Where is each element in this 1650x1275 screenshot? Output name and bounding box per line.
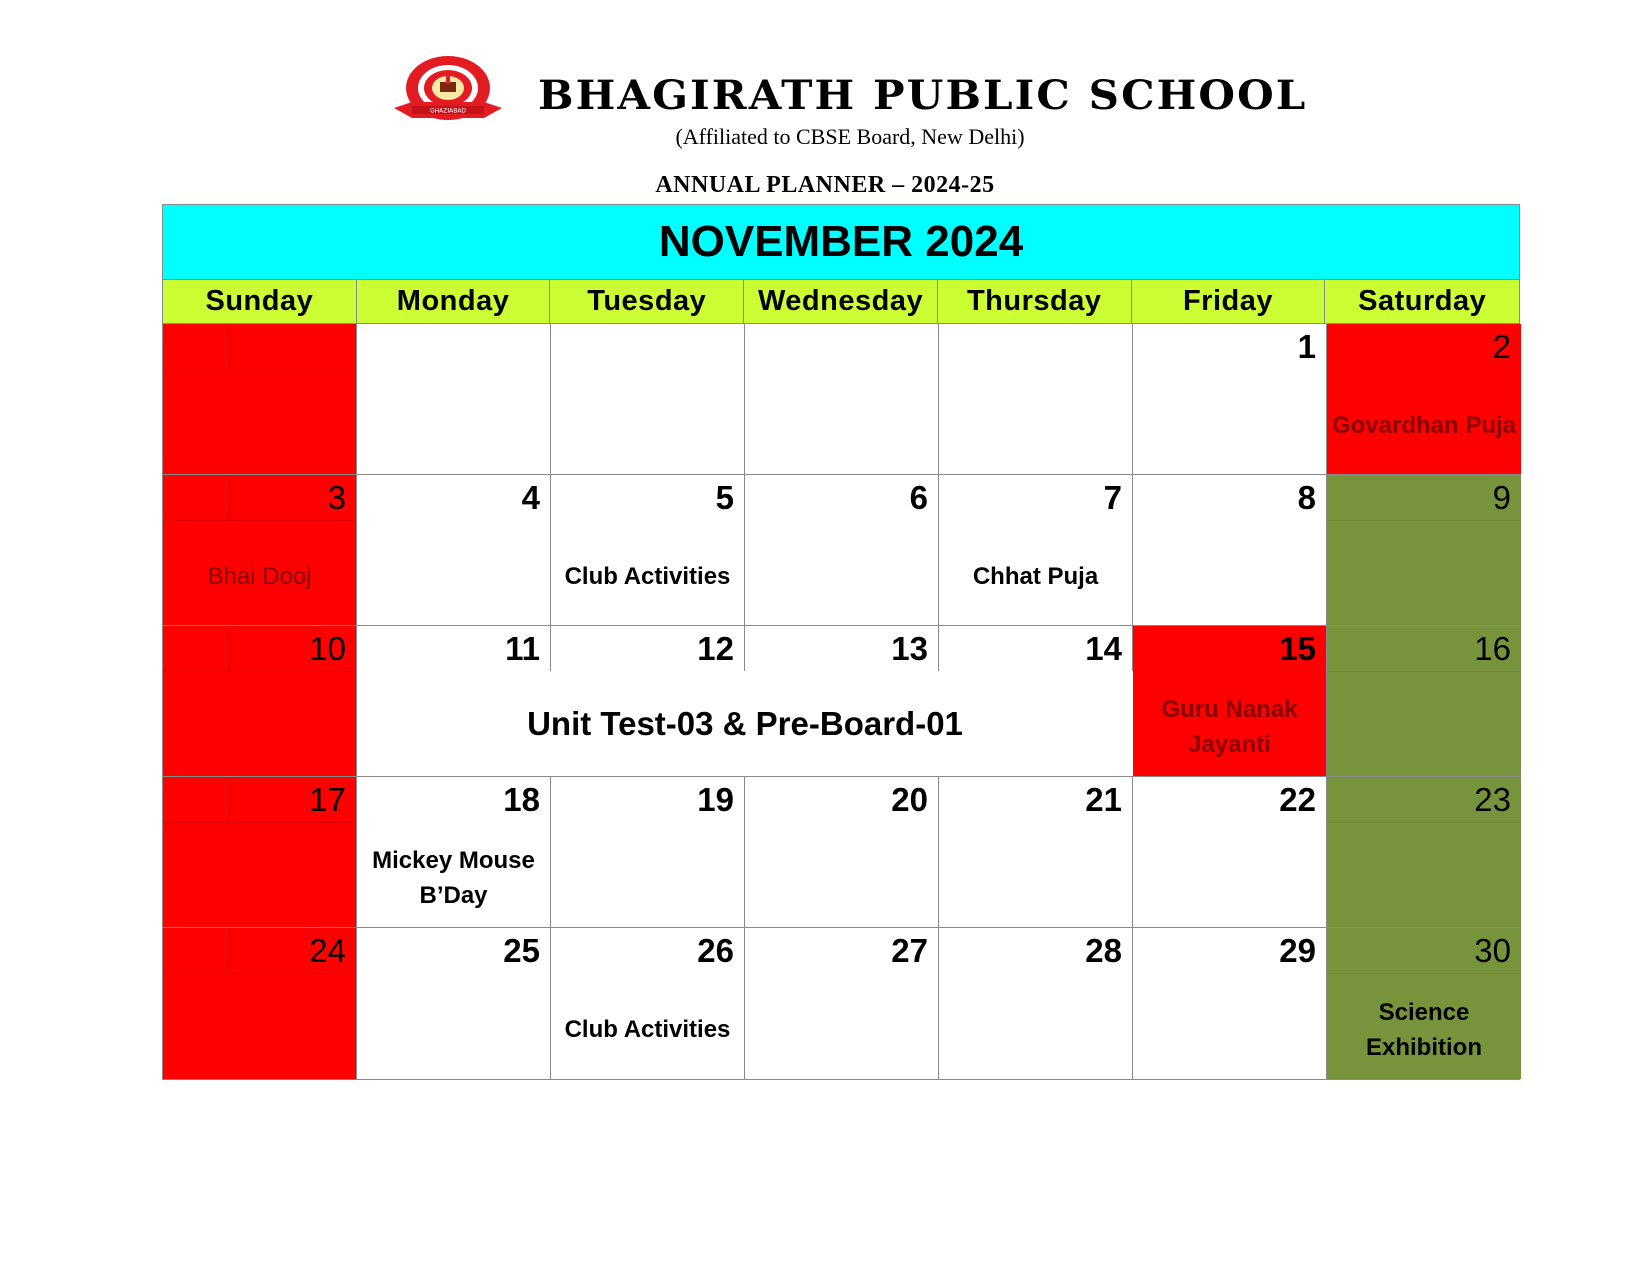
weekday-saturday: Saturday (1325, 280, 1519, 324)
day-cell (163, 324, 357, 475)
day-cell (163, 777, 357, 928)
cell-divider (1327, 973, 1520, 974)
cell-divider (228, 928, 229, 973)
day-cell (939, 475, 1133, 626)
day-cell (163, 626, 357, 777)
day-number: 1 (1297, 328, 1316, 365)
month-calendar (162, 204, 1520, 1080)
day-cell (1327, 928, 1521, 1079)
cell-divider (1327, 671, 1520, 672)
day-number: 13 (891, 630, 928, 667)
day-number: 5 (715, 479, 734, 516)
day-cell (939, 928, 1133, 1079)
day-number: 6 (909, 479, 928, 516)
day-cell (551, 475, 745, 626)
day-number: 2 (1492, 328, 1511, 365)
weekday-sunday: Sunday (163, 280, 357, 324)
cell-divider (228, 626, 229, 671)
event-label: Guru Nanak Jayanti (1161, 696, 1298, 758)
day-number: 22 (1279, 781, 1316, 818)
day-number: 8 (1297, 479, 1316, 516)
day-cell (357, 324, 551, 475)
day-cell (1133, 777, 1327, 928)
day-cell (1327, 324, 1521, 475)
day-cell (745, 777, 939, 928)
day-cell (163, 475, 357, 626)
weekday-header-row (163, 280, 1519, 324)
day-number: 28 (1085, 932, 1122, 969)
cell-divider (163, 973, 356, 974)
weekday-friday: Friday (1132, 280, 1326, 324)
day-cell (357, 928, 551, 1079)
day-cell (551, 777, 745, 928)
day-cell (745, 475, 939, 626)
weekday-tuesday: Tuesday (550, 280, 744, 324)
day-number: 27 (891, 932, 928, 969)
day-number: 23 (1474, 781, 1511, 818)
cell-divider (163, 671, 356, 672)
day-cell (551, 324, 745, 475)
day-cell (1133, 626, 1327, 777)
weekday-monday: Monday (357, 280, 551, 324)
day-cell (1133, 475, 1327, 626)
day-number: 12 (697, 630, 734, 667)
day-number: 24 (309, 932, 346, 969)
event-label: Govardhan Puja (1331, 411, 1517, 439)
day-number: 19 (697, 781, 734, 818)
event-label: Science Exhibition (1366, 998, 1482, 1061)
day-number: 15 (1279, 630, 1316, 667)
event-label: Mickey Mouse B’Day (372, 847, 535, 909)
event-label: Chhat Puja (972, 562, 1099, 590)
day-cell (1133, 928, 1327, 1079)
day-cell (745, 324, 939, 475)
day-number: 30 (1474, 932, 1511, 969)
day-number: 4 (521, 479, 540, 516)
affiliation-text: (Affiliated to CBSE Board, New Delhi) (675, 124, 1025, 149)
day-cell (357, 777, 551, 928)
day-number: 21 (1085, 781, 1122, 818)
day-number: 3 (327, 479, 346, 516)
day-number: 9 (1492, 479, 1511, 516)
cell-divider (163, 822, 356, 823)
cell-divider (1327, 822, 1520, 823)
day-cell (939, 777, 1133, 928)
weekday-thursday: Thursday (938, 280, 1132, 324)
day-number: 20 (891, 781, 928, 818)
day-cell (745, 928, 939, 1079)
event-label: Club Activities (564, 562, 731, 590)
cell-divider (163, 369, 356, 370)
planner-title: ANNUAL PLANNER – 2024-25 (655, 172, 995, 198)
cell-divider (228, 324, 229, 369)
school-logo (392, 52, 504, 128)
calendar-grid (163, 324, 1519, 1079)
day-number: 16 (1474, 630, 1511, 667)
day-number: 14 (1085, 630, 1122, 667)
cell-divider (1327, 520, 1520, 521)
day-number: 26 (697, 932, 734, 969)
event-label: Bhai Dooj (207, 562, 312, 590)
event-label: Club Activities (564, 1016, 731, 1043)
day-number: 18 (503, 781, 540, 818)
day-cell (1327, 777, 1521, 928)
exam-band: Unit Test-03 & Pre-Board-01 (357, 671, 1133, 777)
day-number: 11 (505, 630, 540, 667)
day-cell (1327, 475, 1521, 626)
day-cell (939, 324, 1133, 475)
month-title: NOVEMBER 2024 (163, 205, 1519, 280)
school-name: BHAGIRATH PUBLIC SCHOOL (538, 72, 1308, 119)
day-cell (1327, 626, 1521, 777)
day-number: 29 (1279, 932, 1316, 969)
day-cell (163, 928, 357, 1079)
day-cell (1133, 324, 1327, 475)
day-number: 7 (1103, 479, 1122, 516)
cell-divider (228, 475, 229, 520)
day-cell (551, 928, 745, 1079)
cell-divider (228, 777, 229, 822)
day-number: 10 (309, 630, 346, 667)
day-cell (357, 475, 551, 626)
weekday-wednesday: Wednesday (744, 280, 938, 324)
svg-text:GHAZIABAD: GHAZIABAD (429, 107, 467, 115)
cell-divider (163, 520, 356, 521)
page-header (0, 0, 1650, 210)
day-number: 17 (309, 781, 346, 818)
day-number: 25 (503, 932, 540, 969)
